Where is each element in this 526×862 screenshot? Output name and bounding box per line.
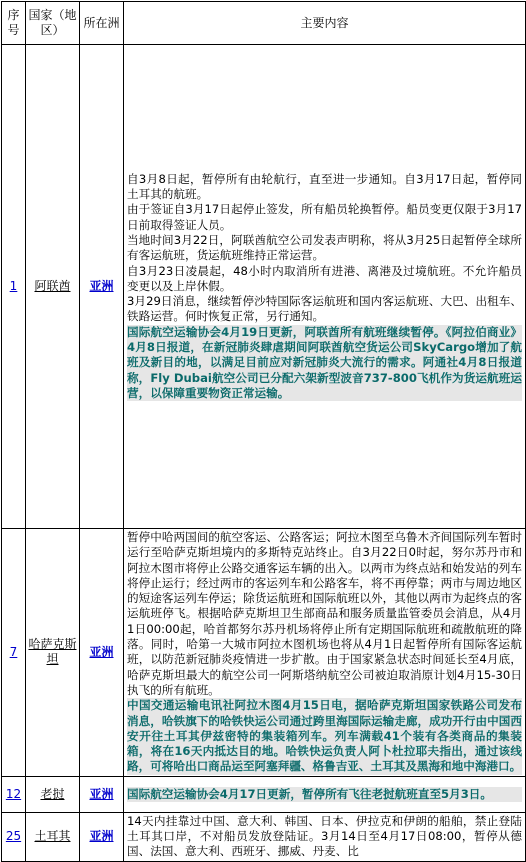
continent-name: 亚洲 xyxy=(89,786,114,801)
highlighted-paragraph: 中国交通运输电讯社阿拉木图4月15日电，据哈萨克斯坦国家铁路公司发布消息，哈铁旗下的哈铁快运公司通过跨里海国际运输走廊，成功开行由中国西安开往土耳其伊兹密特的集装箱列车。列车满载41个装有各类商品的集装箱，将在16天内抵达目的地。哈铁快运负责人阿卜杜拉耶夫指出，通过该线路，可将哈出口商品运至阿塞拜疆、格鲁吉亚、土耳其及黑海和地中海港口。 xyxy=(127,698,522,774)
header-content: 主要内容 xyxy=(124,2,526,45)
notice-table xyxy=(1,1,526,862)
paragraph: 自3月23日凌晨起，48小时内取消所有进港、离港及过境航班。不允许船员变更以及上岸休假。 xyxy=(127,263,522,293)
row-number xyxy=(2,45,26,529)
continent-cell xyxy=(80,529,124,777)
paragraph: 由于签证自3月17日起停止签发，所有船员轮换暂停。船员变更仅限于3月17日前取得签证人员。 xyxy=(127,202,522,232)
country-name: 老挝 xyxy=(40,786,65,801)
paragraph: 当地时间3月22日，阿联酋航空公司发表声明称，将从3月25日起暂停全球所有客运航班，货运航班维持正常运营。 xyxy=(127,232,522,263)
paragraph: 自3月8日起，暂停所有由轮航行，直至进一步通知。自3月17日起，暂停同土耳其的航班。 xyxy=(127,171,522,202)
row-number xyxy=(2,812,26,861)
highlighted-paragraph: 国际航空运输协会4月19日更新，阿联酋所有航班继续暂停。《阿拉伯商业》4月8日报道，在新冠肺炎肆虐期间阿联酋航空货运公司SkyCargo增加了航班及新目的地，以满足目前应对新冠肺炎大流行的需求。阿通社4月8日报道称，Fly Dubai航空公司已分配六架新型波音737-800飞机作为货运航班运营，以保障重要物资正常运输。 xyxy=(127,324,522,400)
country-cell xyxy=(26,45,80,529)
content-cell xyxy=(124,812,526,861)
header-country: 国家（地区） xyxy=(26,2,80,45)
table-row xyxy=(2,812,526,861)
content-cell xyxy=(124,529,526,777)
continent-cell xyxy=(80,812,124,861)
continent-name: 亚洲 xyxy=(89,279,114,293)
header-num: 序号 xyxy=(2,2,26,45)
content-cell xyxy=(124,45,526,529)
country-cell xyxy=(26,776,80,812)
row-number-link[interactable]: 7 xyxy=(9,644,18,659)
paragraph: 14天内挂靠过中国、意大利、韩国、日本、伊拉克和伊朗的船舶，禁止登陆土耳其口岸，不对船员发放登陆证。3月14日至4月17日08:00，暂停从德国、法国、意大利、西班牙、挪威、丹麦、比 xyxy=(127,813,522,859)
row-number-link[interactable]: 25 xyxy=(5,829,22,844)
row-number xyxy=(2,776,26,812)
country-cell xyxy=(26,812,80,861)
row-number-link[interactable]: 12 xyxy=(5,786,22,801)
country-name: 哈萨克斯坦 xyxy=(28,637,77,667)
table-row xyxy=(2,529,526,777)
continent-name: 亚洲 xyxy=(89,829,114,844)
highlighted-paragraph: 国际航空运输协会4月17日更新，暂停所有飞往老挝航班直至5月3日。 xyxy=(127,787,522,802)
continent-name: 亚洲 xyxy=(89,644,114,659)
country-name: 土耳其 xyxy=(34,829,71,844)
country-name: 阿联酋 xyxy=(34,279,71,293)
table-row xyxy=(2,45,526,529)
content-cell xyxy=(124,776,526,812)
header-row xyxy=(2,2,526,45)
header-continent: 所在洲 xyxy=(80,2,124,45)
row-number xyxy=(2,529,26,777)
paragraph: 3月29日消息，继续暂停沙特国际客运航班和国内客运航班、大巴、出租车、铁路运营。何时恢复正常，另行通知。 xyxy=(127,294,522,324)
continent-cell xyxy=(80,776,124,812)
continent-cell xyxy=(80,45,124,529)
table-row xyxy=(2,776,526,812)
row-number-link[interactable]: 1 xyxy=(9,279,18,293)
country-cell xyxy=(26,529,80,777)
paragraph: 暂停中哈两国间的航空客运、公路客运；阿拉木图至乌鲁木齐间国际列车暂时运行至哈萨克斯坦境内的多斯特克站终止。自3月22日0时起，努尔苏丹市和阿拉木图市将停止公路交通客运车辆的出入。以两市为终点站和始发站的列车将停止运行；经过两市的客运列车和公路客车，将不再停靠；两市与周边地区的短途客运列车停运；除货运航班和国际航班以外，其他以两市为起终点的客运航班停飞。根据哈萨克斯坦卫生部商品和服务质量监管委员会消息，从4月1日00:00起，哈首都努尔苏丹机场将停止所有定期国际航班和疏散航班的降落。同时，哈第一大城市阿拉木图机场也将从4月1日起暂停所有国际客运航班，以防范新冠肺炎疫情进一步扩散。由于国家紧急状态时间延长至4月底，哈萨克斯坦最大的航空公司一阿斯塔纳航空公司被迫取消原计划4月15-30日执飞的所有航班。 xyxy=(127,530,522,697)
